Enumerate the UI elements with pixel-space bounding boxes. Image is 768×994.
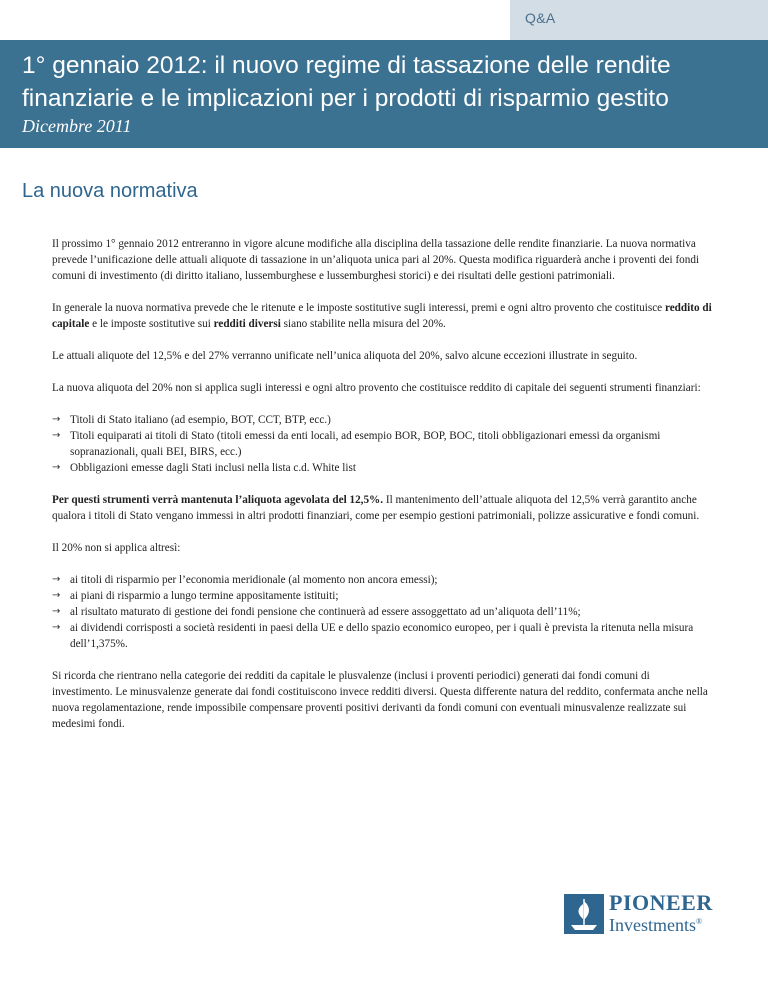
bold-term-capital-income: reddito di capitale	[52, 302, 712, 330]
list-item	[52, 572, 712, 588]
list-item	[52, 412, 712, 428]
paragraph-other-exceptions: Il 20% non si applica altresì:	[52, 542, 181, 554]
paragraph-intro: Il prossimo 1° gennaio 2012 entreranno in vigore alcune modifiche alla disciplina della tassazione delle rendite finanziarie. La nuova normativa prevede l’unificazione delle attuali aliquote di tassazione in un’aliquota unica pari al 20%. Questa modifica riguarderà anche i proventi dei fondi comuni di investimento (di diritto italiano, lussemburghese e lussemburghesi storici) e dei risultati delle gestioni patrimoniali.	[52, 238, 700, 282]
registered-mark: ®	[696, 917, 703, 926]
list-item-text: ai dividendi corrisposti a società residenti in paesi della UE e dello spazio economico europeo, per i quali è prevista la ritenuta nella misura dell’1,375%.	[70, 622, 694, 650]
text-run: Il mantenimento dell’attuale aliquota del 12,5% verrà garantito anche qualora i titoli di Stato vengano immessi in altri prodotti finanziari, come per esempio gestioni patrimoniali, polizze assicurative e fondi comuni.	[52, 494, 700, 522]
arrow-icon: →	[52, 462, 61, 473]
logo-subtitle-text: Investments	[609, 915, 696, 935]
list-government-bonds	[52, 412, 712, 476]
list-item-text: al risultato maturato di gestione dei fondi pensione che continuerà ad essere assoggettato ad un’aliquota dell’11%;	[70, 606, 581, 618]
list-item-text: ai titoli di risparmio per l’economia meridionale (al momento non ancora emessi);	[70, 574, 438, 586]
arrow-icon: →	[52, 574, 61, 585]
text-run: siano stabilite nella misura del 20%.	[280, 318, 446, 330]
text-run: e le imposte sostitutive sui	[89, 318, 214, 330]
logo-subtitle	[609, 915, 702, 936]
ship-logo-icon	[564, 894, 604, 934]
paragraph-exceptions-intro: La nuova aliquota del 20% non si applica sugli interessi e ogni altro provento che costituisce reddito di capitale dei seguenti strumenti finanziari:	[52, 382, 701, 394]
document-title: 1° gennaio 2012: il nuovo regime di tassazione delle rendite finanziarie e le implicazioni per i prodotti di risparmio gestito	[22, 52, 671, 112]
list-item-text: Obbligazioni emesse dagli Stati inclusi nella lista c.d. White list	[70, 462, 356, 474]
section-title: La nuova normativa	[22, 180, 198, 202]
bold-statement: Per questi strumenti verrà mantenuta l’aliquota agevolata del 12,5%.	[52, 494, 384, 506]
list-item	[52, 428, 712, 460]
arrow-icon: →	[52, 606, 61, 617]
logo-name: PIONEER	[609, 890, 713, 915]
list-item	[52, 620, 712, 652]
top-bar	[0, 0, 768, 40]
document-body	[52, 236, 712, 748]
arrow-icon: →	[52, 414, 61, 425]
bold-term-other-income: redditi diversi	[213, 318, 281, 330]
list-item-text: ai piani di risparmio a lungo termine appositamente istituiti;	[70, 590, 339, 602]
pioneer-investments-logo	[564, 890, 734, 940]
arrow-icon: →	[52, 590, 61, 601]
list-item	[52, 588, 712, 604]
paragraph-closing: Si ricorda che rientrano nella categorie dei redditi da capitale le plusvalenze (inclusi i proventi periodici) generati dai fondi comuni di investimento. Le minusvalenze generate dai fondi costituiscono invece redditi diversi. Questa differente natura del reddito, confermata anche nella nuova regolamentazione, rende impossibile compensare proventi positivi derivanti da fondi comuni con eventuali minusvalenze realizzate sui medesimi fondi.	[52, 670, 708, 730]
paragraph-general-rule	[52, 300, 712, 332]
list-item-text: Titoli equiparati ai titoli di Stato (titoli emessi da enti locali, ad esempio BOR, BOP, BOC, titoli obbligazionari emessi da organismi sopranazionali, quali BEI, BIRS, ecc.)	[70, 430, 661, 458]
list-other-exceptions	[52, 572, 712, 652]
qa-label: Q&A	[525, 10, 556, 26]
list-item-text: Titoli di Stato italiano (ad esempio, BOT, CCT, BTP, ecc.)	[70, 414, 331, 426]
document-date: Dicembre 2011	[22, 116, 132, 136]
list-item	[52, 604, 712, 620]
arrow-icon: →	[52, 622, 61, 633]
paragraph-reduced-rate	[52, 492, 712, 524]
paragraph-unified-rates: Le attuali aliquote del 12,5% e del 27% verranno unificate nell’unica aliquota del 20%, salvo alcune eccezioni illustrate in seguito.	[52, 350, 638, 362]
text-run: In generale la nuova normativa prevede che le ritenute e le imposte sostitutive sugli interessi, premi e ogni altro provento che costituisce	[52, 302, 665, 314]
arrow-icon: →	[52, 430, 61, 441]
list-item	[52, 460, 712, 476]
